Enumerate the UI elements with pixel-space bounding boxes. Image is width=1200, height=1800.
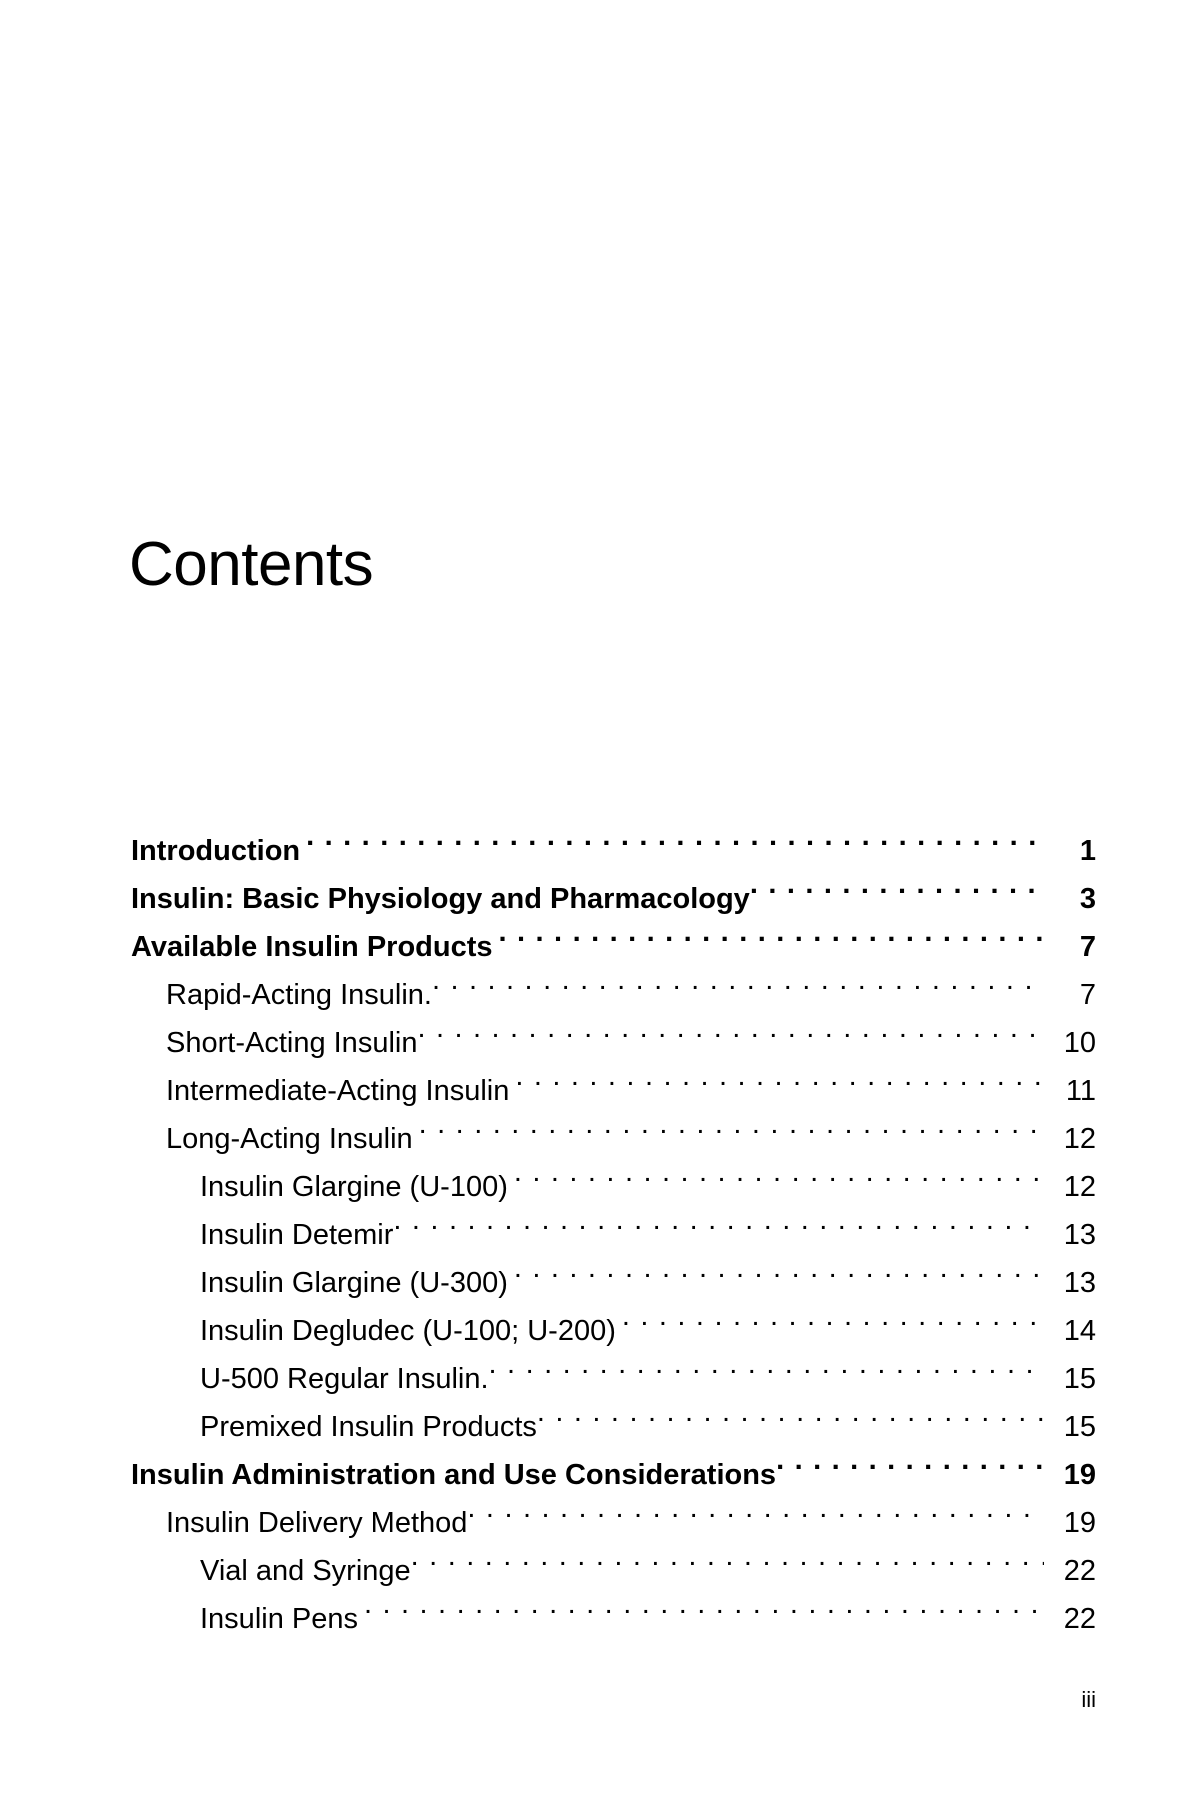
toc-dot-leader — [419, 1100, 1044, 1148]
toc-entry[interactable] — [0, 1436, 1200, 1491]
toc-dot-leader — [432, 956, 1044, 1004]
page-folio: iii — [1081, 1687, 1096, 1712]
toc-entry-page-number: 12 — [1063, 1171, 1096, 1203]
page-title: Contents — [129, 529, 374, 599]
toc-entry-label: U-500 Regular Insulin. — [200, 1363, 489, 1395]
toc-entry[interactable] — [0, 1340, 1200, 1395]
toc-dot-leader — [622, 1292, 1044, 1340]
toc-entry-label: Insulin Glargine (U-100) — [200, 1171, 508, 1203]
toc-dot-leader — [467, 1484, 1044, 1532]
toc-entry-page-number: 19 — [1063, 1507, 1096, 1539]
toc-entry-page-number: 15 — [1063, 1411, 1096, 1443]
toc-entry[interactable] — [0, 1196, 1200, 1251]
toc-entry-page-number: 7 — [1079, 979, 1096, 1011]
toc-dot-leader — [489, 1340, 1044, 1388]
toc-entry-page-number: 7 — [1079, 931, 1096, 963]
toc-dot-leader — [514, 1148, 1044, 1196]
toc-entry-label: Insulin Glargine (U-300) — [200, 1267, 508, 1299]
toc-entry-label: Short-Acting Insulin — [166, 1027, 418, 1059]
toc-entry-label: Introduction — [131, 835, 301, 867]
toc-entry-label: Vial and Syringe — [200, 1555, 411, 1587]
toc-dot-leader — [417, 1004, 1044, 1052]
toc-entry-page-number: 13 — [1063, 1219, 1096, 1251]
toc-entry-label: Long-Acting Insulin — [166, 1123, 413, 1155]
toc-entry-label: Insulin Pens — [200, 1603, 358, 1635]
toc-entry-page-number: 12 — [1063, 1123, 1096, 1155]
toc-entry-page-number: 1 — [1079, 835, 1096, 867]
toc-entry-label: Intermediate-Acting Insulin — [166, 1075, 510, 1107]
toc-dot-leader — [515, 1052, 1044, 1100]
toc-entry-page-number: 14 — [1063, 1315, 1096, 1347]
toc-entry-label: Insulin: Basic Physiology and Pharmacology — [131, 883, 750, 915]
toc-entry[interactable] — [0, 1580, 1200, 1635]
toc-dot-leader — [393, 1196, 1044, 1244]
table-of-contents — [0, 812, 1200, 1635]
toc-entry[interactable] — [0, 812, 1200, 867]
toc-dot-leader — [537, 1388, 1044, 1436]
toc-entry[interactable] — [0, 1388, 1200, 1443]
toc-dot-leader — [514, 1244, 1044, 1292]
toc-entry-page-number: 22 — [1063, 1555, 1096, 1587]
toc-entry-label: Available Insulin Products — [131, 931, 493, 963]
toc-entry-page-number: 3 — [1079, 883, 1096, 915]
toc-entry-page-number: 13 — [1063, 1267, 1096, 1299]
toc-dot-leader — [411, 1532, 1044, 1580]
toc-entry-label: Insulin Administration and Use Considerations — [131, 1459, 777, 1491]
toc-dot-leader — [499, 908, 1044, 956]
toc-entry-label: Rapid-Acting Insulin. — [166, 979, 432, 1011]
toc-entry-page-number: 19 — [1063, 1459, 1096, 1491]
toc-entry[interactable] — [0, 1292, 1200, 1347]
toc-entry-label: Insulin Delivery Method — [166, 1507, 468, 1539]
toc-dot-leader — [364, 1580, 1044, 1628]
toc-dot-leader — [306, 812, 1044, 860]
toc-entry-page-number: 10 — [1063, 1027, 1096, 1059]
toc-dot-leader — [776, 1436, 1044, 1484]
toc-entry-page-number: 22 — [1063, 1603, 1096, 1635]
toc-entry-label: Premixed Insulin Products — [200, 1411, 537, 1443]
toc-entry-label: Insulin Degludec (U-100; U-200) — [200, 1315, 616, 1347]
toc-entry[interactable] — [0, 1244, 1200, 1299]
toc-entry-page-number: 15 — [1063, 1363, 1096, 1395]
toc-entry-page-number: 11 — [1065, 1075, 1096, 1107]
toc-entry-label: Insulin Detemir — [200, 1219, 394, 1251]
toc-dot-leader — [750, 860, 1044, 908]
